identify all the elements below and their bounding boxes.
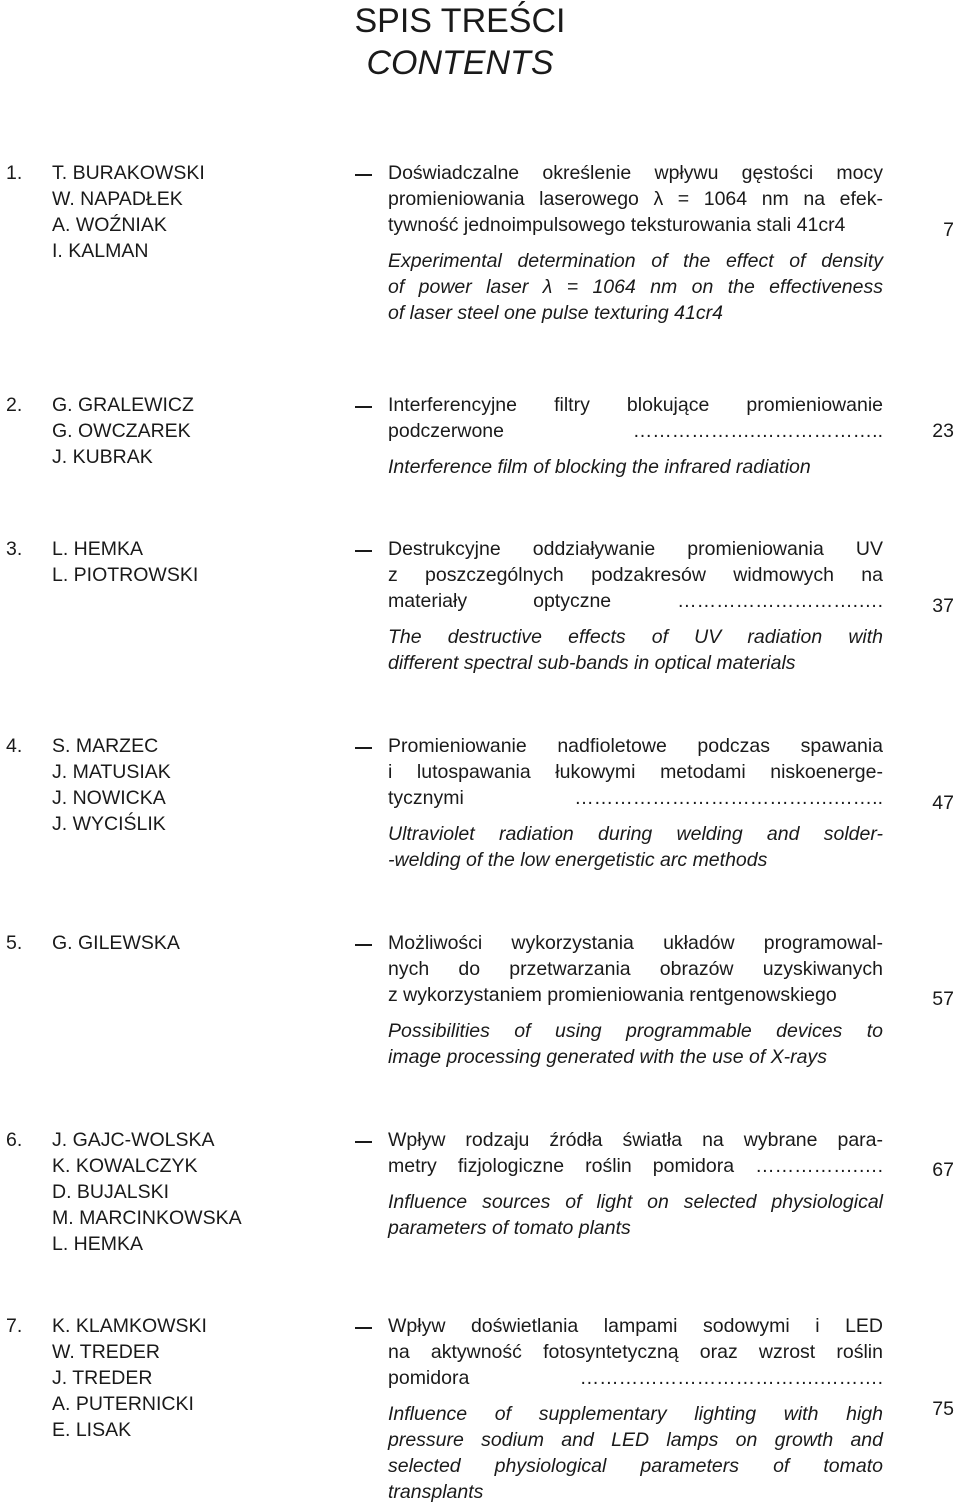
page-number: 23 xyxy=(932,420,954,442)
polish-title-line: Doświadczalne określenie wpływu gęstości mocy xyxy=(388,162,883,184)
author-name: E. LISAK xyxy=(52,1419,132,1441)
dash-separator xyxy=(355,1141,372,1143)
author-list xyxy=(52,1313,207,1443)
polish-title-line: promieniowania laserowego λ = 1064 nm na efek- xyxy=(388,188,883,210)
english-title-line: -welding of the low energetistic arc methods xyxy=(388,849,768,871)
page-number: 67 xyxy=(932,1159,954,1181)
english-title-line: Interference film of blocking the infrared radiation xyxy=(388,456,811,478)
english-title-line: different spectral sub-bands in optical materials xyxy=(388,652,796,674)
author-name: A. PUTERNICKI xyxy=(52,1393,194,1415)
author-name: G. OWCZAREK xyxy=(52,420,191,442)
polish-title-line: pomidora ……………………………….………. xyxy=(388,1367,883,1389)
page-number: 47 xyxy=(932,792,954,814)
entry-number: 1. xyxy=(6,162,23,184)
entry-titles xyxy=(388,930,883,1070)
dash-separator xyxy=(355,550,372,552)
author-name: I. KALMAN xyxy=(52,240,149,262)
author-name: S. MARZEC xyxy=(52,735,159,757)
english-title-line: of laser steel one pulse texturing 41cr4 xyxy=(388,302,723,324)
dash-separator xyxy=(355,1327,372,1329)
english-title xyxy=(388,821,883,873)
polish-title-line: Destrukcyjne oddziaływanie promieniowania UV xyxy=(388,538,883,560)
entry-number: 7. xyxy=(6,1315,23,1337)
polish-title-line: Promieniowanie nadfioletowe podczas spawania xyxy=(388,735,883,757)
author-name: G. GRALEWICZ xyxy=(52,394,194,416)
english-title-line: The destructive effects of UV radiation with xyxy=(388,626,883,648)
author-name: J. NOWICKA xyxy=(52,787,166,809)
page-number: 75 xyxy=(932,1398,954,1420)
author-name: T. BURAKOWSKI xyxy=(52,162,205,184)
author-name: J. KUBRAK xyxy=(52,446,153,468)
english-title-line: Influence sources of light on selected physiological xyxy=(388,1191,883,1213)
author-name: W. NAPADŁEK xyxy=(52,188,183,210)
entry-number: 2. xyxy=(6,394,23,416)
entry-titles xyxy=(388,536,883,676)
polish-title-line: Interferencyjne filtry blokujące promieniowanie xyxy=(388,394,883,416)
author-name: G. GILEWSKA xyxy=(52,932,180,954)
polish-title-line: z wykorzystaniem promieniowania rentgenowskiego xyxy=(388,984,837,1006)
english-title-line: Ultraviolet radiation during welding and solder- xyxy=(388,823,883,845)
entry-number: 4. xyxy=(6,735,23,757)
polish-title-line: i lutospawania łukowymi metodami niskoenerge- xyxy=(388,761,883,783)
polish-title-line: na aktywność fotosyntetyczną oraz wzrost roślin xyxy=(388,1341,883,1363)
entry-number: 5. xyxy=(6,932,23,954)
polish-title-line: z poszczególnych podzakresów widmowych na xyxy=(388,564,883,586)
author-name: J. WYCIŚLIK xyxy=(52,813,166,835)
english-title xyxy=(388,624,883,676)
author-name: A. WOŹNIAK xyxy=(52,214,167,236)
author-list xyxy=(52,392,194,470)
page-number: 37 xyxy=(932,595,954,617)
english-title-line: pressure sodium and LED lamps on growth and xyxy=(388,1429,883,1451)
english-title-line: transplants xyxy=(388,1481,484,1503)
polish-title xyxy=(388,733,883,811)
entry-titles xyxy=(388,160,883,326)
page-number: 57 xyxy=(932,988,954,1010)
author-list xyxy=(52,536,198,588)
polish-title xyxy=(388,536,883,614)
author-list xyxy=(52,1127,242,1257)
polish-title-line: tywność jednoimpulsowego teksturowania stali 41cr4 xyxy=(388,214,846,236)
entry-titles xyxy=(388,1313,883,1505)
author-name: K. KOWALCZYK xyxy=(52,1155,198,1177)
author-list xyxy=(52,160,205,264)
polish-title xyxy=(388,1313,883,1391)
entry-titles xyxy=(388,1127,883,1241)
author-name: L. HEMKA xyxy=(52,1233,144,1255)
entry-titles xyxy=(388,392,883,480)
polish-title-line: Wpływ doświetlania lampami sodowymi i LED xyxy=(388,1315,883,1337)
english-title-line: image processing generated with the use of X-rays xyxy=(388,1046,827,1068)
author-name: J. TREDER xyxy=(52,1367,153,1389)
english-title xyxy=(388,1401,883,1505)
english-title-line: Experimental determination of the effect of density xyxy=(388,250,883,272)
polish-title-line: materiały optyczne ……………………….…. xyxy=(388,590,883,612)
author-list xyxy=(52,930,180,956)
author-name: L. PIOTROWSKI xyxy=(52,564,199,586)
title-polish: SPIS TREŚCI xyxy=(354,2,566,40)
author-name: L. HEMKA xyxy=(52,538,144,560)
polish-title-line: Wpływ rodzaju źródła światła na wybrane para- xyxy=(388,1129,883,1151)
polish-title-line: Możliwości wykorzystania układów programowal- xyxy=(388,932,883,954)
author-name: J. MATUSIAK xyxy=(52,761,171,783)
polish-title xyxy=(388,160,883,238)
dash-separator xyxy=(355,944,372,946)
author-name: D. BUJALSKI xyxy=(52,1181,170,1203)
page-number: 7 xyxy=(943,219,954,241)
english-title xyxy=(388,248,883,326)
english-title-line: Influence of supplementary lighting with high xyxy=(388,1403,883,1425)
english-title xyxy=(388,1018,883,1070)
polish-title xyxy=(388,930,883,1008)
dash-separator xyxy=(355,174,372,176)
english-title-line: selected physiological parameters of tomato xyxy=(388,1455,883,1477)
author-name: K. KLAMKOWSKI xyxy=(52,1315,207,1337)
polish-title xyxy=(388,392,883,444)
author-name: W. TREDER xyxy=(52,1341,160,1363)
polish-title-line: nych do przetwarzania obrazów uzyskiwanych xyxy=(388,958,883,980)
entry-number: 6. xyxy=(6,1129,23,1151)
english-title-line: parameters of tomato plants xyxy=(388,1217,631,1239)
entry-titles xyxy=(388,733,883,873)
polish-title xyxy=(388,1127,883,1179)
entry-number: 3. xyxy=(6,538,23,560)
polish-title-line: metry fizjologiczne roślin pomidora …………….…. xyxy=(388,1155,883,1177)
title-english: CONTENTS xyxy=(366,44,554,82)
author-name: J. GAJC-WOLSKA xyxy=(52,1129,215,1151)
english-title-line: Possibilities of using programmable devices to xyxy=(388,1020,883,1042)
dash-separator xyxy=(355,747,372,749)
english-title xyxy=(388,1189,883,1241)
dash-separator xyxy=(355,406,372,408)
english-title xyxy=(388,454,883,480)
author-name: M. MARCINKOWSKA xyxy=(52,1207,242,1229)
english-title-line: of power laser λ = 1064 nm on the effectiveness xyxy=(388,276,883,298)
author-list xyxy=(52,733,171,837)
polish-title-line: tycznymi ………………………………….…….. xyxy=(388,787,883,809)
polish-title-line: podczerwone ……………….……………….. xyxy=(388,420,883,442)
